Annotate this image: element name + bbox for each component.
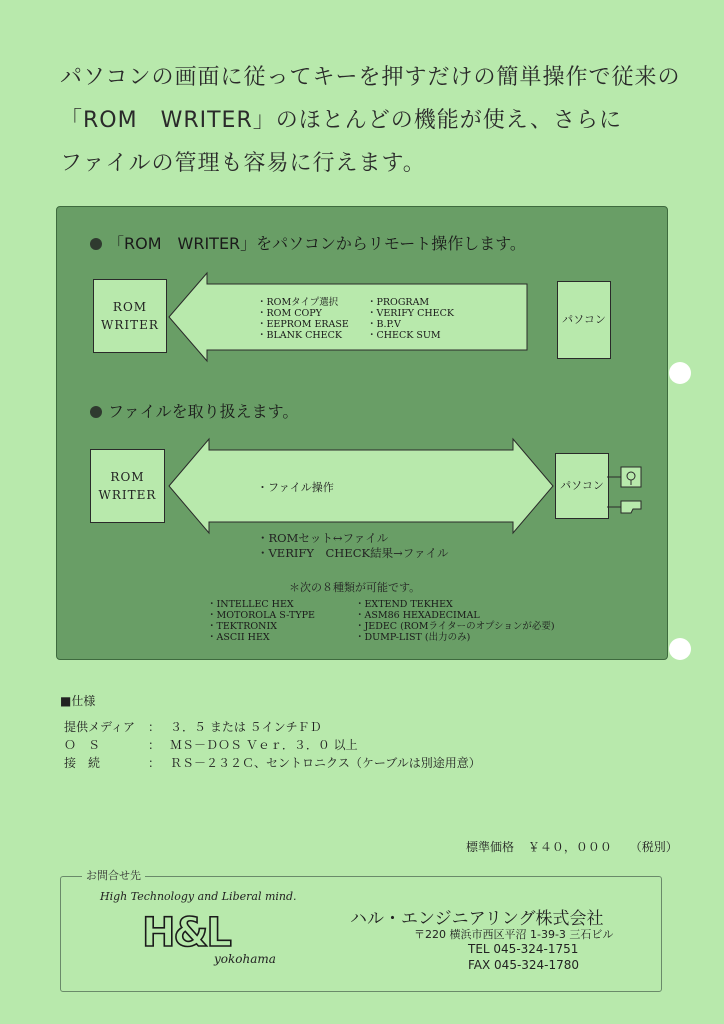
format-list-left bbox=[207, 599, 315, 643]
note-item: ・ROMセット↔ファイル bbox=[257, 531, 389, 545]
pc-box-2 bbox=[555, 453, 609, 519]
city-name: yokohama bbox=[214, 952, 276, 966]
section1-heading bbox=[90, 231, 526, 254]
format-item: ・MOTOROLA S-TYPE bbox=[207, 610, 315, 621]
pc-label-1: パソコン bbox=[562, 313, 606, 326]
rom-writer-label-1b: WRITER bbox=[101, 318, 159, 332]
disk-drive-icon bbox=[621, 501, 641, 513]
format-list-right bbox=[355, 599, 555, 643]
bullet-icon bbox=[90, 406, 102, 418]
section1-heading-text: 「ROM WRITER」をパソコンからリモート操作します。 bbox=[108, 234, 526, 253]
format-item: ・TEKTRONIX bbox=[207, 621, 277, 632]
function-item: ・ROMタイプ選択 bbox=[257, 297, 339, 308]
peripheral-icons bbox=[607, 461, 647, 519]
hl-logo bbox=[140, 910, 280, 952]
company-name: ハル・エンジニアリング株式会社 bbox=[350, 909, 604, 929]
logo-text: H&L bbox=[142, 910, 230, 952]
spec-sep: ： bbox=[148, 738, 161, 752]
spec-value: ３．５ または ５インチＦＤ bbox=[170, 720, 322, 734]
left-arrow-1 bbox=[169, 273, 529, 361]
function-item: ・VERIFY CHECK bbox=[367, 308, 454, 319]
rom-writer-box-1 bbox=[93, 279, 167, 353]
spec-row-os bbox=[64, 736, 564, 756]
note-item: ・VERIFY CHECK結果→ファイル bbox=[257, 546, 449, 560]
spec-sep: ： bbox=[148, 756, 161, 770]
price-value: ￥４０，０００ bbox=[527, 840, 612, 854]
function-list-left bbox=[257, 297, 349, 341]
company-fax: FAX 045-324-1780 bbox=[468, 958, 580, 972]
intro-line-2: 「ROM WRITER」のほとんどの機能が使え、さらに bbox=[60, 108, 623, 133]
file-operation-label: ・ファイル操作 bbox=[257, 481, 334, 494]
rom-writer-box-2 bbox=[90, 449, 165, 523]
price bbox=[466, 838, 678, 855]
rom-writer-label-2b: WRITER bbox=[98, 488, 157, 502]
spec-label: 提供メディア bbox=[64, 720, 136, 734]
function-item: ・PROGRAM bbox=[367, 297, 430, 308]
intro-line-1: パソコンの画面に従ってキーを押すだけの簡単操作で従来の bbox=[60, 65, 681, 90]
company-address: 〒220 横浜市西区平沼 1-39-3 三石ビル bbox=[414, 928, 614, 941]
spec-sep: ： bbox=[148, 720, 161, 734]
spec-label: 接 続 bbox=[64, 756, 101, 770]
spec-label: Ｏ Ｓ bbox=[64, 738, 101, 752]
function-list-right bbox=[367, 297, 454, 341]
function-item: ・BLANK CHECK bbox=[257, 330, 342, 341]
section2-heading bbox=[90, 399, 298, 422]
diagram-panel bbox=[56, 206, 668, 660]
company-tel: TEL 045-324-1751 bbox=[468, 942, 579, 956]
rom-writer-label-1a: ROM bbox=[112, 300, 148, 314]
format-item: ・EXTEND TEKHEX bbox=[355, 599, 453, 610]
punch-hole-bottom bbox=[669, 638, 691, 660]
section2-heading-text: ファイルを取り扱えます。 bbox=[108, 402, 299, 421]
format-item: ・INTELLEC HEX bbox=[207, 599, 294, 610]
bullet-icon bbox=[90, 238, 102, 250]
price-label: 標準価格 bbox=[466, 840, 515, 854]
file-notes bbox=[257, 531, 449, 561]
spec-row-media bbox=[64, 718, 564, 738]
format-item: ・JEDEC (ROMライターのオプションが必要) bbox=[355, 621, 555, 632]
spec-value: ＭＳ－ＤＯＳ Ｖｅｒ．３．０ 以上 bbox=[170, 738, 358, 752]
contact-legend: お問合せ先 bbox=[82, 867, 145, 883]
spec-value: ＲＳ－２３２Ｃ、セントロニクス（ケーブルは別途用意） bbox=[170, 756, 481, 770]
spec-row-connection bbox=[64, 754, 624, 774]
function-item: ・B.P.V bbox=[367, 319, 401, 330]
rom-writer-label-2a: ROM bbox=[110, 470, 145, 484]
punch-hole-top bbox=[669, 362, 691, 384]
pc-label-2: パソコン bbox=[560, 479, 604, 492]
format-item: ・ASM86 HEXADECIMAL bbox=[355, 610, 480, 621]
intro-line-3: ファイルの管理も容易に行えます。 bbox=[60, 151, 426, 176]
formats-title: ＊次の８種類が可能です。 bbox=[289, 581, 421, 594]
format-item: ・ASCII HEX bbox=[207, 632, 270, 643]
function-item: ・EEPROM ERASE bbox=[257, 319, 349, 330]
format-item: ・DUMP-LIST (出力のみ) bbox=[355, 632, 471, 643]
function-item: ・ROM COPY bbox=[257, 308, 322, 319]
double-arrow-2 bbox=[169, 439, 553, 533]
specs-title: ■仕様 bbox=[60, 694, 96, 708]
price-note: （税別） bbox=[629, 840, 678, 854]
tagline: High Technology and Liberal mind. bbox=[100, 890, 297, 903]
pc-box-1 bbox=[557, 281, 611, 359]
function-item: ・CHECK SUM bbox=[367, 330, 441, 341]
